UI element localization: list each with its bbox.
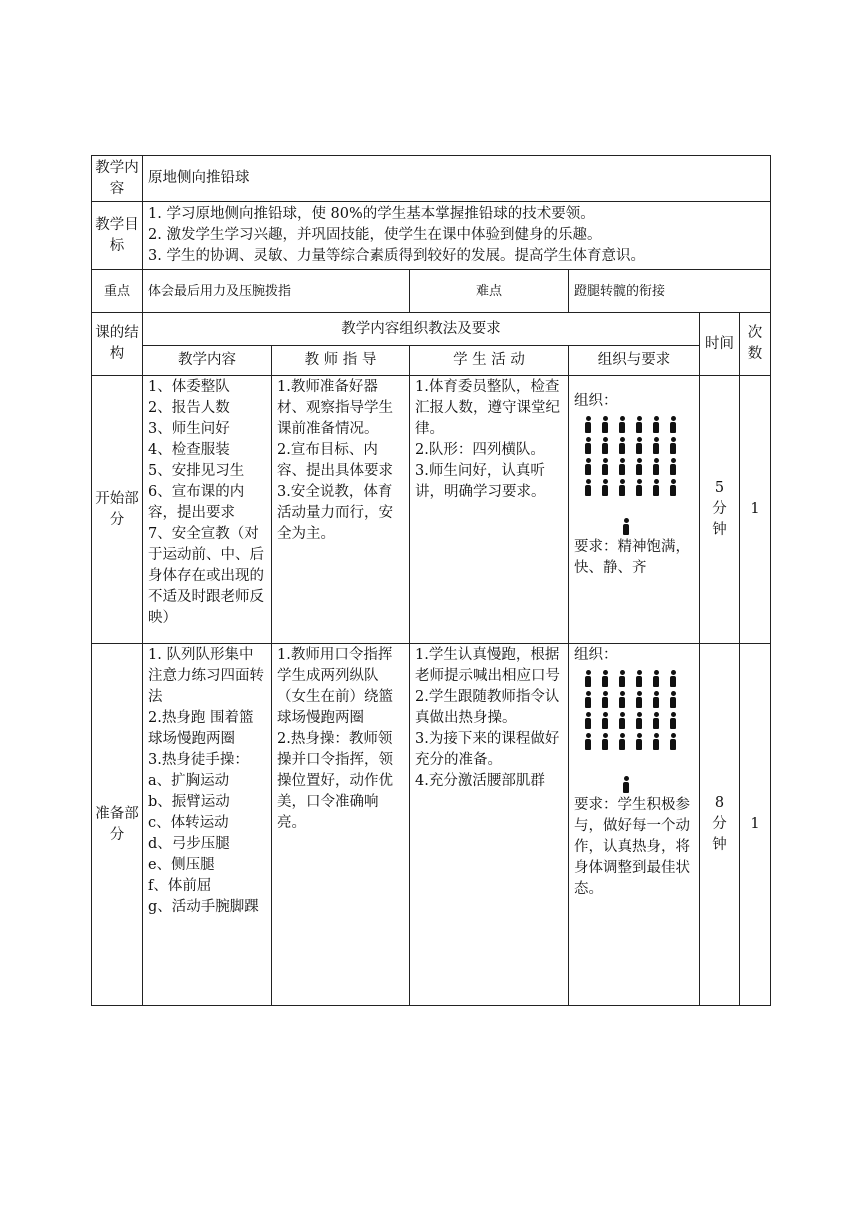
student-figure-icon (652, 691, 660, 708)
lesson-plan-table (91, 155, 771, 1006)
student-figure-icon (618, 458, 626, 475)
content-value: 原地侧向推铅球 (143, 156, 771, 202)
goal-item: 3. 学生的协调、灵敏、力量等综合素质得到较好的发展。提高学生体育意识。 (148, 248, 645, 264)
section-count: 1 (740, 644, 771, 1006)
student-figure-icon (584, 458, 592, 475)
content-col-header: 教学内容 (143, 346, 272, 376)
content-label: 教学内容 (92, 156, 143, 202)
key-difficulty-row (92, 270, 771, 313)
student-figure-icon (652, 416, 660, 433)
section-label: 开始部分 (92, 376, 143, 644)
section-teacher: 1.教师准备好器材、观察指导学生课前准备情况。 2.宣布目标、内容、提出具体要求 3.安全说教，体育活动量力而行，安全为主。 (272, 376, 410, 644)
formation-row (584, 670, 694, 687)
formation-row (584, 416, 694, 433)
student-figure-icon (652, 437, 660, 454)
section-time: 8 分 钟 (700, 644, 740, 1006)
formation-row (584, 691, 694, 708)
student-figure-icon (584, 416, 592, 433)
teacher-position (574, 776, 678, 793)
student-figure-icon (601, 712, 609, 729)
student-figure-icon (669, 458, 677, 475)
student-figure-icon (635, 416, 643, 433)
lesson-plan (91, 155, 770, 1006)
student-figure-icon (601, 416, 609, 433)
student-figure-icon (618, 437, 626, 454)
formation-row (584, 437, 694, 454)
section-row-start (92, 376, 771, 644)
org-requirement: 要求：精神饱满，快、静、齐 (574, 539, 690, 576)
header-row-2 (92, 346, 771, 376)
student-figure-icon (652, 458, 660, 475)
student-figure-icon (601, 437, 609, 454)
difficulty-value: 蹬腿转髋的衔接 (569, 270, 771, 313)
student-figure-icon (669, 479, 677, 496)
student-figure-icon (601, 733, 609, 750)
content-row (92, 156, 771, 202)
student-figure-icon (584, 670, 592, 687)
section-time: 5 分 钟 (700, 376, 740, 644)
student-figure-icon (635, 712, 643, 729)
teacher-position (574, 518, 678, 535)
key-point-label: 重点 (92, 270, 143, 313)
student-figure-icon (618, 479, 626, 496)
student-figure-icon (584, 733, 592, 750)
student-figure-icon (652, 479, 660, 496)
student-figure-icon (618, 670, 626, 687)
student-figure-icon (635, 733, 643, 750)
student-formation (584, 670, 694, 750)
teacher-figure-icon (622, 776, 630, 793)
student-figure-icon (601, 691, 609, 708)
student-figure-icon (669, 733, 677, 750)
student-figure-icon (652, 712, 660, 729)
org-label: 组织： (574, 647, 618, 663)
student-figure-icon (584, 437, 592, 454)
section-row-warmup (92, 644, 771, 1006)
org-requirement: 要求：学生积极参与，做好每一个动作，认真热身，将身体调整到最佳状态。 (574, 797, 690, 897)
student-figure-icon (635, 437, 643, 454)
formation-row (584, 733, 694, 750)
student-figure-icon (584, 479, 592, 496)
goal-item: 2. 激发学生学习兴趣，并巩固技能，使学生在课中体验到健身的乐趣。 (148, 227, 602, 243)
goal-item: 1. 学习原地侧向推铅球，使 80%的学生基本掌握推铅球的技术要领。 (148, 206, 595, 222)
student-figure-icon (584, 712, 592, 729)
student-figure-icon (635, 458, 643, 475)
section-count: 1 (740, 376, 771, 644)
key-point-value: 体会最后用力及压腕拨指 (143, 270, 410, 313)
student-formation (584, 416, 694, 496)
time-header: 时间 (700, 313, 740, 376)
student-col-header: 学 生 活 动 (410, 346, 569, 376)
formation-row (584, 479, 694, 496)
student-figure-icon (635, 479, 643, 496)
student-figure-icon (618, 416, 626, 433)
org-col-header: 组织与要求 (569, 346, 700, 376)
student-figure-icon (652, 733, 660, 750)
section-student: 1.学生认真慢跑，根据老师提示喊出相应口号 2.学生跟随教师指令认真做出热身操。 3.为接下来的课程做好充分的准备。 4.充分激活腰部肌群 (410, 644, 569, 1006)
student-figure-icon (618, 733, 626, 750)
student-figure-icon (652, 670, 660, 687)
student-figure-icon (669, 670, 677, 687)
teacher-figure-icon (622, 518, 630, 535)
student-figure-icon (618, 712, 626, 729)
goals-list (143, 202, 771, 270)
student-figure-icon (669, 437, 677, 454)
student-figure-icon (601, 479, 609, 496)
student-figure-icon (669, 416, 677, 433)
student-figure-icon (669, 712, 677, 729)
section-org (569, 376, 700, 644)
org-label: 组织： (574, 393, 618, 409)
section-org (569, 644, 700, 1006)
student-figure-icon (584, 691, 592, 708)
section-student: 1.体育委员整队，检查汇报人数，遵守课堂纪律。 2.队形：四列横队。 3.师生问好，认真听讲，明确学习要求。 (410, 376, 569, 644)
count-header: 次数 (740, 313, 771, 376)
section-content: 1. 队列队形集中注意力练习四面转法 2.热身跑 围着篮球场慢跑两圈 3.热身徒手操： a、扩胸运动 b、振臂运动 c、体转运动 d、弓步压腿 e、侧压腿 f、体前屈 g、活动手腕脚踝 (143, 644, 272, 1006)
section-teacher: 1.教师用口令指挥学生成两列纵队（女生在前）绕篮球场慢跑两圈 2.热身操：教师领操并口令指挥，领操位置好，动作优美，口令准确响亮。 (272, 644, 410, 1006)
header-row-1 (92, 313, 771, 346)
section-label: 准备部分 (92, 644, 143, 1006)
student-figure-icon (618, 691, 626, 708)
student-figure-icon (669, 691, 677, 708)
difficulty-label: 难点 (410, 270, 569, 313)
teacher-col-header: 教 师 指 导 (272, 346, 410, 376)
formation-row (584, 712, 694, 729)
formation-row (584, 458, 694, 475)
goals-label: 教学目标 (92, 202, 143, 270)
student-figure-icon (601, 458, 609, 475)
goals-row (92, 202, 771, 270)
student-figure-icon (601, 670, 609, 687)
section-content: 1、体委整队 2、报告人数 3、师生问好 4、检查服装 5、安排见习生 6、宣布课的内容，提出要求 7、安全宣教（对于运动前、中、后身体存在或出现的不适及时跟老师反映） (143, 376, 272, 644)
group-title-header: 教学内容组织教法及要求 (143, 313, 700, 346)
student-figure-icon (635, 670, 643, 687)
structure-header: 课的结构 (92, 313, 143, 376)
student-figure-icon (635, 691, 643, 708)
